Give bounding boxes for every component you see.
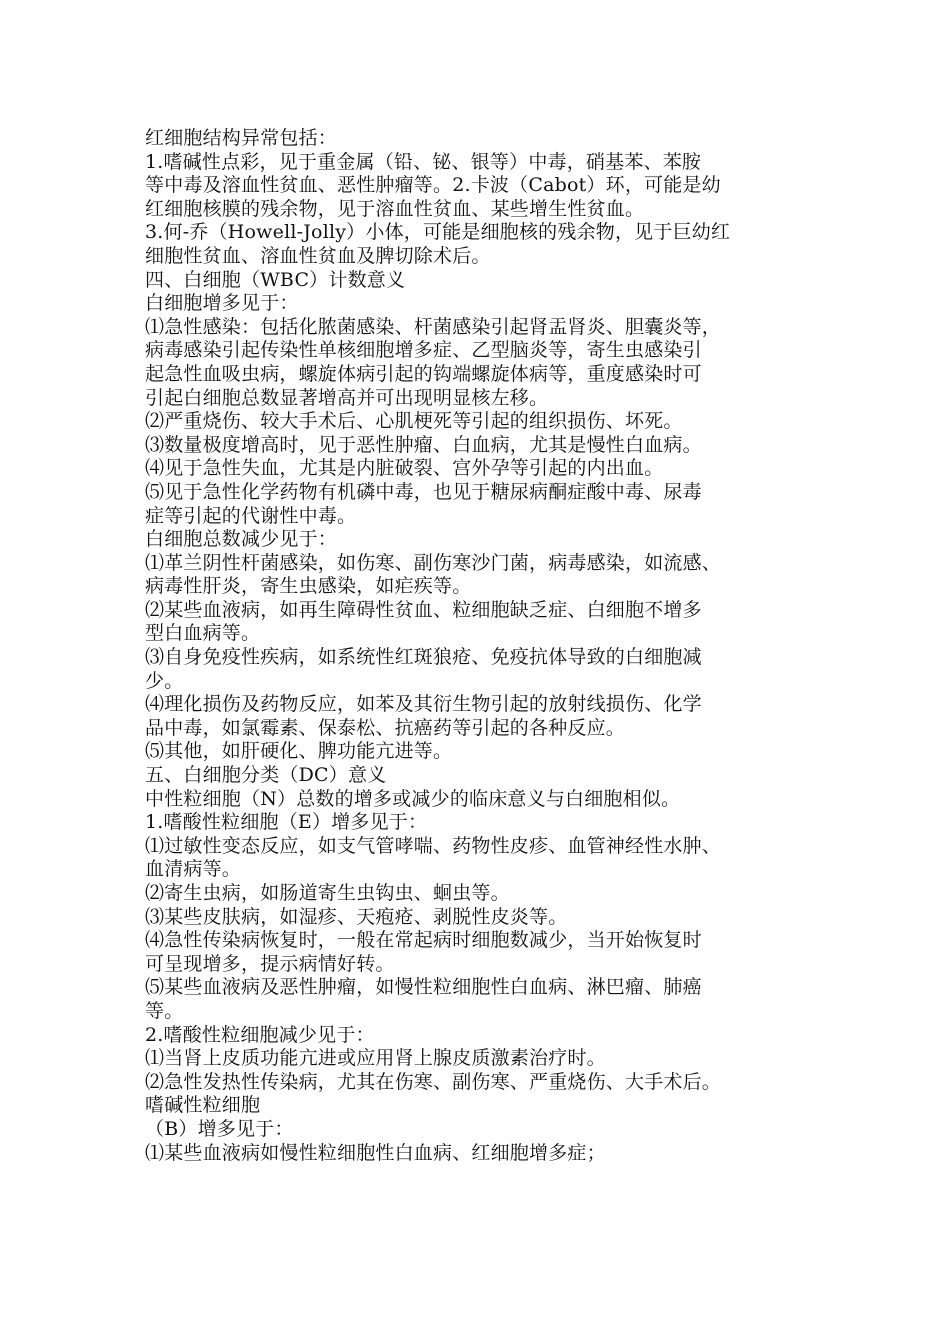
text-line: 可呈现增多，提示病情好转。 [145,952,395,975]
text-line: ⑴急性感染：包括化脓菌感染、杆菌感染引起肾盂肾炎、胆囊炎等， [145,315,722,338]
text-line: 1.嗜碱性点彩，见于重金属（铅、铋、银等）中毒，硝基苯、苯胺 [145,150,702,173]
text-line: ⑴当肾上皮质功能亢进或应用肾上腺皮质激素治疗时。 [145,1047,606,1070]
text-line: ⑴革兰阴性杆菌感染，如伤寒、副伤寒沙门菌，病毒感染，如流感、 [145,551,722,574]
text-line: ⑶数量极度增高时，见于恶性肿瘤、白血病，尤其是慢性白血病。 [145,433,702,456]
text-line: 型白血病等。 [145,622,261,645]
text-line: 病毒性肝炎，寄生虫感染，如疟疾等。 [145,575,472,598]
text-line: ⑵某些血液病，如再生障碍性贫血、粒细胞缺乏症、白细胞不增多 [145,598,702,621]
subheading: 白细胞增多见于： [145,292,299,315]
text-line: 红细胞核膜的残余物，见于溶血性贫血、某些增生性贫血。 [145,197,645,220]
text-line: ⑸其他，如肝硬化、脾功能亢进等。 [145,740,453,763]
text-line: 等中毒及溶血性贫血、恶性肿瘤等。2.卡波（Cabot）环，可能是幼 [145,174,721,197]
text-line: ⑵急性发热性传染病，尤其在伤寒、副伤寒、严重烧伤、大手术后。 [145,1070,722,1093]
text-line: 引起白细胞总数显著增高并可出现明显核左移。 [145,386,549,409]
subheading: （B）增多见于： [145,1117,294,1140]
text-line: 中性粒细胞（N）总数的增多或减少的临床意义与白细胞相似。 [145,787,681,810]
text-line: ⑵严重烧伤、较大手术后、心肌梗死等引起的组织损伤、坏死。 [145,410,683,433]
text-line: ⑶某些皮肤病，如湿疹、天疱疮、剥脱性皮炎等。 [145,905,568,928]
text-line: ⑸见于急性化学药物有机磷中毒，也见于糖尿病酮症酸中毒、尿毒 [145,480,702,503]
text-line: ⑶自身免疫性疾病，如系统性红斑狼疮、免疫抗体导致的白细胞减 [145,646,702,669]
text-line: 病毒感染引起传染性单核细胞增多症、乙型脑炎等，寄生虫感染引 [145,339,702,362]
text-line: 等。 [145,999,184,1022]
text-line: ⑸某些血液病及恶性肿瘤，如慢性粒细胞性白血病、淋巴瘤、肺癌 [145,976,702,999]
text-line: 症等引起的代谢性中毒。 [145,504,357,527]
text-line: ⑴某些血液病如慢性粒细胞性白血病、红细胞增多症； [145,1141,606,1164]
text-line: 3.何-乔（Howell-Jolly）小体，可能是细胞核的残余物，见于巨幼红 [145,221,731,244]
text-line: 品中毒，如氯霉素、保泰松、抗癌药等引起的各种反应。 [145,716,626,739]
subheading: 2.嗜酸性粒细胞减少见于： [145,1023,375,1046]
section-intro: 红细胞结构异常包括： [145,127,338,149]
text-line: ⑵寄生虫病，如肠道寄生虫钩虫、蛔虫等。 [145,882,510,904]
text-line: 起急性血吸虫病，螺旋体病引起的钩端螺旋体病等，重度感染时可 [145,362,702,385]
subheading: 1.嗜酸性粒细胞（E）增多见于： [145,811,428,834]
section-heading-dc: 五、白细胞分类（DC）意义 [145,764,387,787]
text-line: ⑷见于急性失血，尤其是内脏破裂、宫外孕等引起的内出血。 [145,457,664,480]
text-line: 细胞性贫血、溶血性贫血及脾切除术后。 [145,244,491,267]
text-line: 嗜碱性粒细胞 [145,1094,261,1117]
text-line: 血清病等。 [145,858,242,881]
section-heading-wbc: 四、白细胞（WBC）计数意义 [145,268,406,291]
text-line: 少。 [145,669,184,692]
document-page [145,127,815,1165]
text-line: ⑴过敏性变态反应，如支气管哮喘、药物性皮疹、血管神经性水肿、 [145,834,722,857]
subheading: 白细胞总数减少见于： [145,528,338,551]
text-line: ⑷急性传染病恢复时，一般在常起病时细胞数减少，当开始恢复时 [145,929,702,952]
text-line: ⑷理化损伤及药物反应，如苯及其衍生物引起的放射线损伤、化学 [145,693,702,716]
